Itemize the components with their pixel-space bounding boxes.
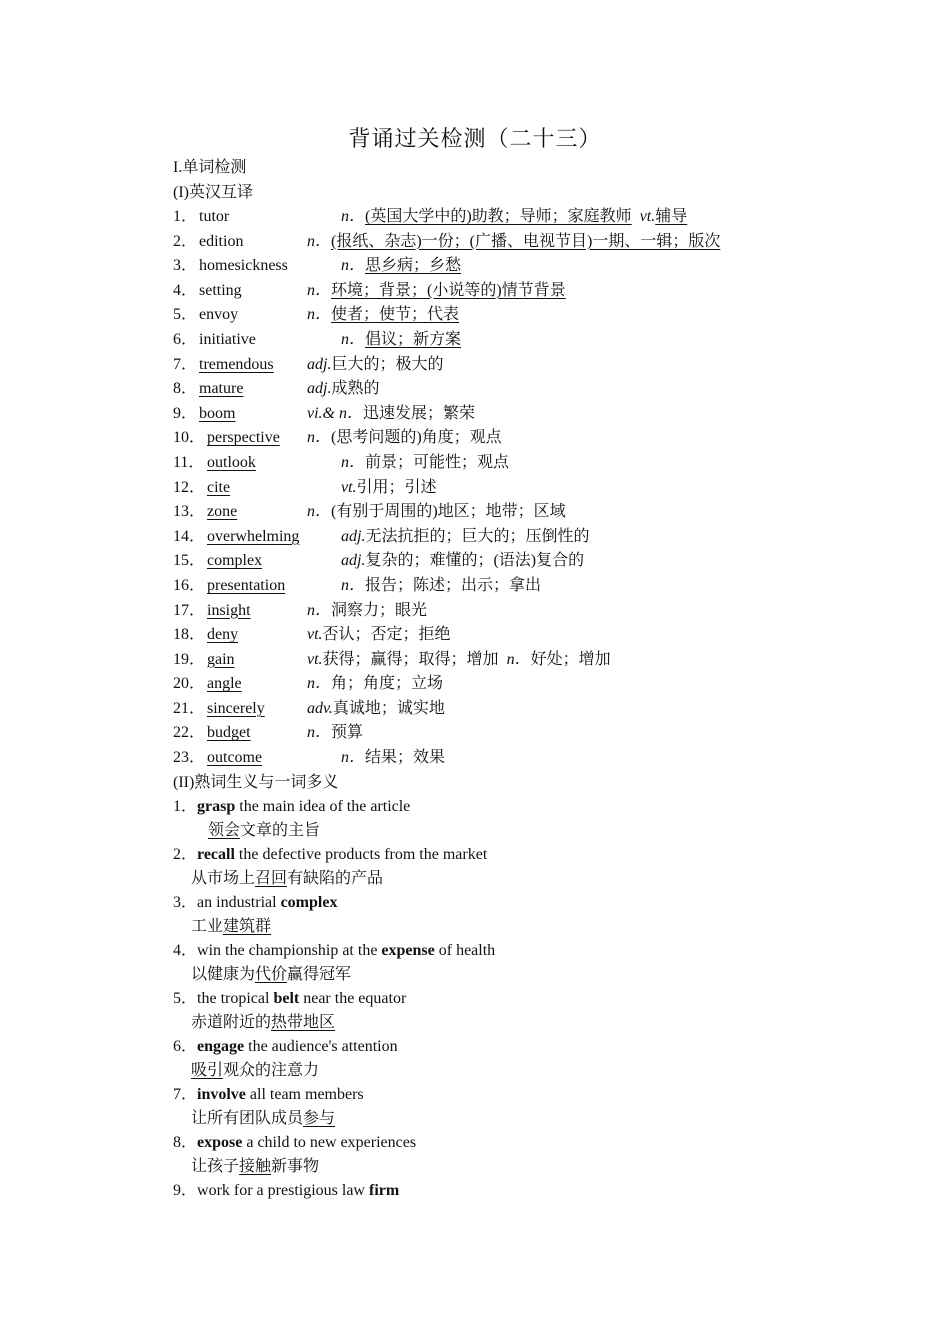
vocab-definition (307, 426, 502, 451)
vocab-word: insight (207, 601, 251, 619)
phrase-keyword: complex (280, 894, 338, 912)
vocab-word: homesickness (199, 257, 288, 275)
phrase-text-before: the tropical (197, 990, 274, 1008)
vocab-definition (307, 623, 451, 648)
definition-text: 使者；使节；代表 (331, 306, 460, 324)
vocab-definition (307, 279, 566, 304)
part-of-speech: adj. (307, 380, 332, 398)
part-of-speech-2: n． (506, 650, 531, 668)
vocab-item (173, 599, 873, 624)
vocab-definition (341, 574, 541, 599)
definition-text: 角；角度；立场 (331, 675, 444, 693)
definition-text: 否认；否定；拒绝 (322, 626, 451, 644)
vocab-word: angle (207, 675, 242, 693)
vocab-word: cite (207, 478, 231, 496)
definition-text: 倡议；新方案 (365, 330, 462, 348)
vocab-number: 21． (173, 699, 206, 717)
translation-answer: 参与 (303, 1110, 336, 1128)
vocab-definition (307, 599, 427, 624)
phrase-keyword: recall (197, 846, 235, 864)
vocab-number: 2． (173, 232, 198, 250)
phrase-number: 1． (173, 798, 198, 816)
vocab-word: gain (207, 650, 235, 668)
vocab-item (173, 377, 873, 402)
vocab-word: mature (199, 380, 244, 398)
part-of-speech: vi.& n． (307, 404, 363, 422)
vocab-definition (341, 328, 461, 353)
translation-before: 从市场上 (191, 870, 256, 888)
translation-answer: 召回 (255, 870, 288, 888)
vocab-definition (341, 549, 584, 574)
phrase-translation (173, 963, 873, 987)
vocab-item (173, 672, 873, 697)
vocab-item (173, 451, 873, 476)
phrase-number: 5． (173, 990, 198, 1008)
vocab-item (173, 697, 873, 722)
phrase-number: 2． (173, 846, 198, 864)
vocab-item (173, 574, 873, 599)
phrase-number: 7． (173, 1086, 198, 1104)
part-of-speech: adj. (341, 527, 366, 545)
phrase-text-before: work for a prestigious law (197, 1182, 369, 1200)
phrase-translation (173, 819, 873, 843)
phrase-text-after: the defective products from the market (234, 846, 488, 864)
definition-text: 报告；陈述；出示；拿出 (365, 576, 542, 594)
phrase-translation (173, 1155, 873, 1179)
phrase-item (173, 1131, 873, 1155)
phrase-number: 9． (173, 1182, 198, 1200)
vocab-item (173, 476, 873, 501)
vocab-item (173, 525, 873, 550)
definition-text: 结果；效果 (365, 749, 446, 767)
vocab-definition (341, 254, 461, 279)
vocab-definition (307, 303, 459, 328)
translation-after: 有缺陷的产品 (287, 870, 384, 888)
vocab-number: 8． (173, 380, 198, 398)
vocab-item (173, 205, 873, 230)
translation-before: 让孩子 (191, 1158, 240, 1176)
translation-answer: 热带地区 (271, 1014, 336, 1032)
vocab-word: setting (199, 281, 242, 299)
definition-text: (有别于周围的)地区；地带；区域 (331, 503, 566, 521)
part-of-speech: n． (307, 601, 332, 619)
translation-after: 新事物 (271, 1158, 320, 1176)
definition-text: 获得；赢得；取得；增加 (322, 650, 499, 668)
vocab-word: tremendous (199, 355, 274, 373)
vocab-definition (341, 205, 687, 230)
translation-before: 赤道附近的 (191, 1014, 272, 1032)
translation-answer: 代价 (255, 966, 288, 984)
part-of-speech: n． (341, 208, 366, 225)
part-of-speech: adj. (307, 355, 332, 373)
vocab-number: 5． (173, 306, 198, 324)
part-of-speech: adj. (341, 552, 366, 570)
vocab-word: tutor (199, 208, 230, 225)
definition-text: 前景；可能性；观点 (365, 453, 510, 471)
vocab-definition (341, 476, 437, 501)
vocab-number: 16． (173, 576, 206, 594)
page-title: 背诵过关检测（二十三） (348, 127, 602, 152)
vocab-word: complex (207, 552, 263, 570)
vocab-word: deny (207, 626, 239, 644)
phrase-number: 4． (173, 942, 198, 960)
vocab-definition (341, 746, 445, 771)
vocab-number: 6． (173, 330, 198, 348)
definition-text: (思考问题的)角度；观点 (331, 429, 502, 447)
vocab-item (173, 328, 873, 353)
phrase-keyword: belt (273, 990, 300, 1008)
worksheet-content (173, 156, 873, 1203)
vocab-word: outlook (207, 453, 256, 471)
phrase-item (173, 795, 873, 819)
vocab-number: 23． (173, 749, 206, 767)
vocab-item (173, 500, 873, 525)
phrase-item (173, 1179, 873, 1203)
definition-text: (报纸、杂志)一份；(广播、电视节目)一期、一辑；版次 (331, 232, 721, 250)
vocab-word: budget (207, 724, 251, 742)
phrase-keyword: engage (197, 1038, 245, 1056)
translation-after: 赢得冠军 (287, 966, 352, 984)
phrase-text-before: win the championship at the (197, 942, 382, 960)
phrase-item (173, 1083, 873, 1107)
vocab-number: 4． (173, 281, 198, 299)
translation-before: 让所有团队成员 (191, 1110, 304, 1128)
phrase-item (173, 843, 873, 867)
vocab-number: 19． (173, 650, 206, 668)
phrase-keyword: grasp (197, 798, 236, 816)
vocab-definition (307, 672, 443, 697)
vocab-number: 1． (173, 208, 198, 225)
phrase-text-after: all team members (245, 1086, 364, 1104)
phrase-text-after: of health (434, 942, 496, 960)
vocab-definition (307, 721, 363, 746)
phrase-translation (173, 915, 873, 939)
phrase-number: 3． (173, 894, 198, 912)
vocab-item (173, 623, 873, 648)
vocab-definition (307, 648, 611, 673)
vocab-word: sincerely (207, 699, 265, 717)
vocab-word: overwhelming (207, 527, 300, 545)
part-of-speech: n． (341, 257, 366, 275)
vocab-number: 7． (173, 355, 198, 373)
vocab-item (173, 426, 873, 451)
phrase-keyword: firm (368, 1182, 400, 1200)
definition-text: 预算 (331, 724, 364, 742)
section-heading-vocab-check: I.单词检测 (173, 159, 247, 176)
vocab-definition (307, 353, 443, 378)
vocab-number: 18． (173, 626, 206, 644)
vocab-number: 20． (173, 675, 206, 693)
vocab-item (173, 402, 873, 427)
phrase-number: 6． (173, 1038, 198, 1056)
translation-answer: 接触 (239, 1158, 272, 1176)
vocab-word: edition (199, 232, 244, 250)
part-of-speech: n． (341, 330, 366, 348)
part-of-speech: n． (307, 306, 332, 324)
vocab-item (173, 721, 873, 746)
vocab-definition (307, 377, 379, 402)
definition-text-2: 辅导 (655, 208, 688, 225)
phrase-list (173, 795, 873, 1203)
part-of-speech: n． (307, 724, 332, 742)
definition-text: 环境；背景；(小说等的)情节背景 (331, 281, 566, 299)
phrase-item (173, 891, 873, 915)
phrase-item (173, 939, 873, 963)
part-of-speech: n． (341, 576, 366, 594)
translation-answer: 吸引 (191, 1062, 224, 1080)
vocab-item (173, 254, 873, 279)
phrase-translation (173, 1059, 873, 1083)
definition-text-2: 好处；增加 (530, 650, 611, 668)
vocab-word: initiative (199, 330, 256, 348)
part-of-speech: adv. (307, 699, 333, 717)
phrase-text-before: an industrial (197, 894, 281, 912)
vocab-word: perspective (207, 429, 280, 447)
vocab-word: zone (207, 503, 238, 521)
vocab-item (173, 279, 873, 304)
phrase-item (173, 987, 873, 1011)
vocab-number: 14． (173, 527, 206, 545)
definition-text: 洞察力；眼光 (331, 601, 428, 619)
part-of-speech: n． (307, 503, 332, 521)
vocab-item (173, 303, 873, 328)
definition-text: (英国大学中的)助教；导师；家庭教师 (365, 208, 632, 225)
part-of-speech: n． (341, 749, 366, 767)
vocab-item (173, 746, 873, 771)
vocab-item (173, 353, 873, 378)
phrase-text-after: a child to new experiences (242, 1134, 417, 1152)
translation-answer: 领会 (208, 822, 241, 840)
part-of-speech-2: vt. (639, 208, 656, 225)
phrase-translation (173, 1107, 873, 1131)
vocab-number: 22． (173, 724, 206, 742)
vocab-definition (341, 451, 509, 476)
phrase-keyword: expose (197, 1134, 243, 1152)
vocab-number: 9． (173, 404, 198, 422)
part-heading-translation: (I)英汉互译 (173, 183, 253, 201)
phrase-item (173, 1035, 873, 1059)
vocab-definition (307, 402, 475, 427)
vocab-item (173, 230, 873, 255)
vocab-definition (307, 500, 566, 525)
definition-text: 巨大的；极大的 (331, 355, 444, 373)
part-of-speech: vt. (341, 478, 357, 496)
phrase-keyword: involve (197, 1086, 246, 1104)
vocab-list (173, 205, 873, 771)
definition-text: 成熟的 (331, 380, 380, 398)
vocab-number: 3． (173, 257, 198, 275)
vocab-word: envoy (199, 306, 239, 324)
vocab-number: 12． (173, 478, 206, 496)
phrase-keyword: expense (381, 942, 435, 960)
part-of-speech: n． (307, 429, 332, 447)
part-of-speech: n． (307, 232, 332, 250)
vocab-item (173, 648, 873, 673)
phrase-text-after: near the equator (299, 990, 407, 1008)
vocab-number: 13． (173, 503, 206, 521)
definition-text: 真诚地；诚实地 (332, 699, 445, 717)
part-heading-polysemy: (II)熟词生义与一词多义 (173, 773, 339, 791)
phrase-translation (173, 1011, 873, 1035)
vocab-definition (307, 230, 720, 255)
translation-before: 工业 (191, 918, 224, 936)
part-of-speech: n． (307, 281, 332, 299)
vocab-definition (341, 525, 589, 550)
vocab-word: presentation (207, 576, 286, 594)
translation-answer: 建筑群 (223, 918, 272, 936)
vocab-item (173, 549, 873, 574)
translation-before: 以健康为 (191, 966, 256, 984)
part-of-speech: vt. (307, 626, 323, 644)
definition-text: 思乡病；乡愁 (365, 257, 462, 275)
vocab-number: 15． (173, 552, 206, 570)
definition-text: 无法抗拒的；巨大的；压倒性的 (365, 527, 590, 545)
phrase-text-after: the main idea of the article (235, 798, 411, 816)
vocab-number: 11． (173, 453, 205, 471)
vocab-number: 17． (173, 601, 206, 619)
translation-after: 文章的主旨 (240, 822, 321, 840)
definition-text: 复杂的；难懂的；(语法)复合的 (365, 552, 585, 570)
vocab-word: outcome (207, 749, 263, 767)
phrase-translation (173, 867, 873, 891)
definition-text: 迅速发展；繁荣 (363, 404, 476, 422)
part-of-speech: n． (341, 453, 366, 471)
vocab-number: 10． (173, 429, 206, 447)
vocab-word: boom (199, 404, 236, 422)
phrase-text-after: the audience's attention (244, 1038, 398, 1056)
part-of-speech: vt. (307, 650, 323, 668)
definition-text: 引用；引述 (356, 478, 437, 496)
vocab-definition (307, 697, 445, 722)
phrase-number: 8． (173, 1134, 198, 1152)
translation-after: 观众的注意力 (223, 1062, 320, 1080)
part-of-speech: n． (307, 675, 332, 693)
